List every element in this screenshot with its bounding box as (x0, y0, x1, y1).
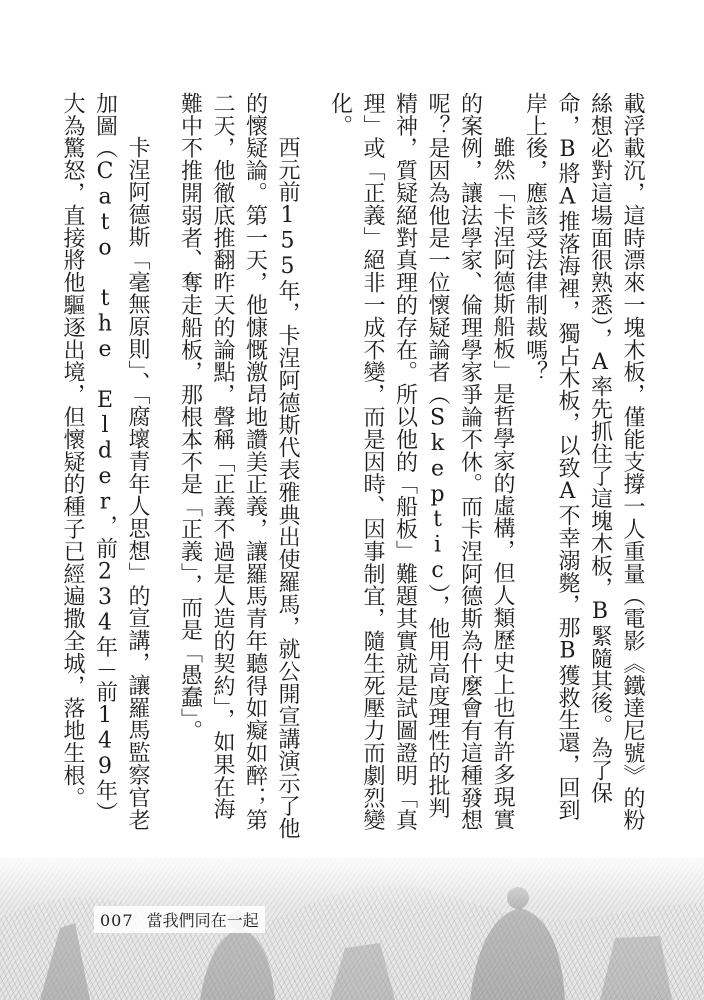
page-footer (94, 906, 265, 933)
paragraph-2: 雖然「卡涅阿德斯船板」是哲學家的虛構，但人類歷史上也有許多現實的案例，讓法學家、倫理學家爭論不休。而卡涅阿德斯為什麼會有這種發想呢？是因為他是一位懷疑論者（Skeptic），他用高度理性的批判精神，質疑絕對真理的存在。所以他的「船板」難題其實就是試圖證明「真理」或「正義」絕非一成不變，而是因時、因事制宜，隨生死壓力而劇烈變化。 (327, 92, 515, 832)
page-number: 007 (100, 911, 134, 930)
paragraph-4: 卡涅阿德斯「毫無原則」、「腐壞青年人思想」的宣講，讓羅馬監察官老加圖（Cato the Elder，前234年－前149年）大為驚怒，直接將他驅逐出境，但懷疑的種子已經遍撒全城，落地生根。 (60, 92, 150, 831)
paragraph-3: 西元前155年，卡涅阿德斯代表雅典出使羅馬，就公開宣講演示了他的懷疑論。第一天，他慷慨激昂地讚美正義，讓羅馬青年聽得如癡如醉；第二天，他徹底推翻昨天的論點，聲稱「正義不過是人造的契約」，如果在海難中不推開弱者、奪走船板，那根本不是「正義」，而是「愚蠢」。 (177, 92, 300, 840)
body-text (28, 92, 648, 840)
paragraph-1: 載浮載沉，這時漂來一塊木板，僅能支撐一人重量（電影《鐵達尼號》的粉絲想必對這場面很熟悉），A率先抓住了這塊木板，B緊隨其後。為了保命，B將A推落海裡，獨占木板，以致A不幸溺斃，那B獲救生還，回到岸上後，應該受法律制裁嗎？ (522, 92, 645, 832)
running-title: 當我們同在一起 (146, 911, 259, 930)
